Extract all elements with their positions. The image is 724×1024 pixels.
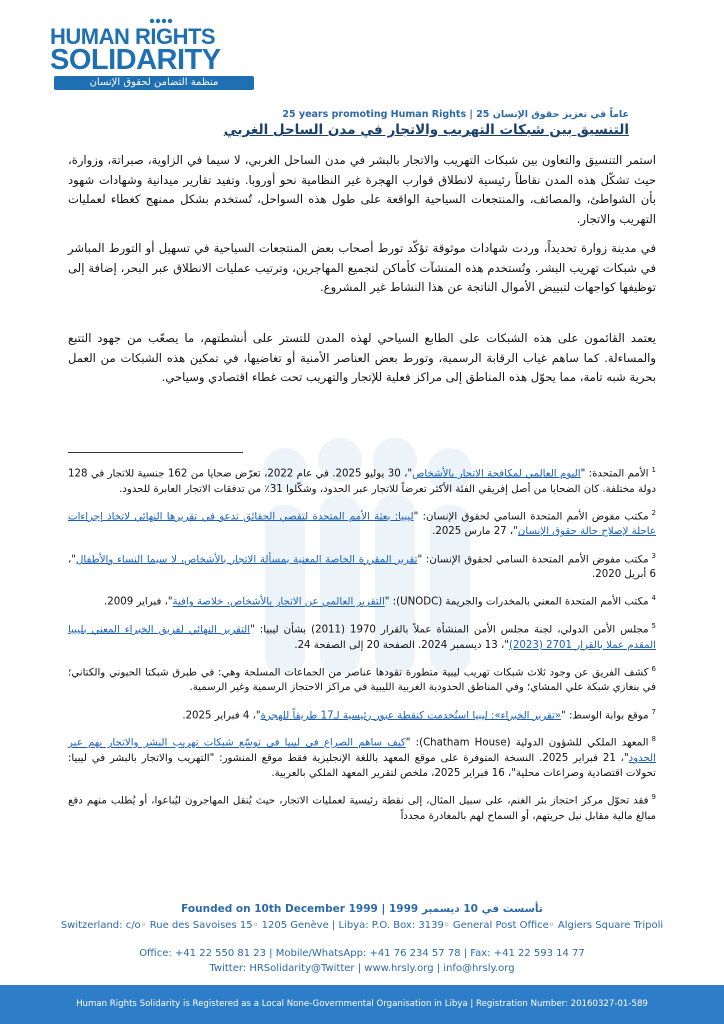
footnote-text: مكتب الأمم المتحدة المعني بالمخدرات والجريمة (UNODC): " bbox=[384, 596, 649, 608]
footnote-7 bbox=[68, 705, 656, 724]
footnote-number: 5 bbox=[651, 621, 656, 630]
footnote-link[interactable]: اليوم العالمي لمكافحة الاتجار بالأشخاص bbox=[412, 468, 581, 480]
logo-arabic-name: منظمة التضامن لحقوق الإنسان bbox=[54, 76, 254, 90]
footnote-3 bbox=[68, 549, 656, 583]
footnote-text: مكتب مفوض الأمم المتحدة السامي لحقوق الإنسان: " bbox=[413, 511, 649, 523]
logo-line-1: HUMAN RIGHTS bbox=[50, 24, 216, 49]
footnote-text: مكتب مفوض الأمم المتحدة السامي لحقوق الإنسان: " bbox=[417, 553, 649, 565]
footnote-text: مجلس الأمن الدولي، لجنة مجلس الأمن المنشأة عملاً بالقرار 1970 (2011) بشأن ليبيا: " bbox=[250, 624, 649, 636]
footnote-text-tail: "، 6 أبريل 2020. bbox=[68, 553, 656, 581]
footnote-link[interactable]: ليبيا: بعثة الأمم المتحدة لتقصي الحقائق تدعو في تقريرها النهائي لاتخاذ إجراءات عاجلة لإصلاح حالة حقوق الإنسان bbox=[68, 511, 656, 538]
paragraph-3: يعتمد القائمون على هذه الشبكات على الطابع السياحي لهذه المدن للتستر على أنشطتهم، ما يصعّب من جهود التتبع والمساءلة. كما ساهم غياب الرقابة الرسمية، وتورط بعض العناصر الأمنية أو تغاضيها، في تمكين هذه الشبكات من العمل بحرية شبه تامة، مما يحوّل هذه المناطق إلى مراكز فعلية للإتجار والتهريب تحت غطاء اقتصادي وسياحي. bbox=[68, 331, 656, 384]
founded-line: Founded on 10th December 1999 | تأسست في 10 ديسمبر 1999 bbox=[181, 903, 543, 915]
footnote-text-tail: "، 27 مارس 2025. bbox=[432, 526, 518, 538]
footnote-link[interactable]: كيف ساهم الصراع في ليبيا في توسّع شبكات تهريب البشر والاتجار بهم عبر الحدود bbox=[68, 737, 656, 764]
tagline: 25 years promoting Human Rights | 25 عاماً في تعزيز حقوق الإنسان bbox=[282, 109, 629, 120]
footnote-text: فقد تحوّل مركز احتجاز بئر الغنم، على سبيل المثال، إلى نقطة رئيسية لعمليات الاتجار، حيث يُنقل المهاجرون ليُباعوا، أو يُطلب منهم دفع مبالغ مالية مقابل نيل حريتهم، أو السماح لهم بالمغادرة مجدداً bbox=[68, 795, 656, 822]
footnote-9 bbox=[68, 790, 656, 824]
footnote-link[interactable]: تقرير المقررة الخاصة المعنية بمسألة الاتجار بالأشخاص، لا سيما النساء والأطفال bbox=[75, 553, 418, 565]
logo-line-2: SOLIDARITY bbox=[50, 44, 221, 76]
footnote-number: 4 bbox=[651, 594, 656, 603]
footnote-separator bbox=[68, 452, 243, 453]
footnote-1 bbox=[68, 463, 656, 497]
footnote-text-tail: "، 13 ديسمبر 2024. الصفحة 20 إلى الصفحة 24. bbox=[294, 639, 509, 651]
footnote-text-tail: "، 21 فبراير 2025. النسخة المتوفرة على موقع المعهد باللغة الإنجليزية فقط موقع المنشور: "التهريب والاتجار بالبشر في ليبيا: تحولات اقتصادية وصراعات محلية"، 16 فبراير 2025، ملخص لتقرير المعهد الملكي بالعربية. bbox=[68, 752, 656, 779]
footnote-number: 1 bbox=[651, 466, 656, 474]
organization-logo bbox=[50, 20, 260, 90]
footnote-number: 3 bbox=[651, 551, 656, 560]
footnote-6 bbox=[68, 662, 656, 696]
footnote-link[interactable]: «تقرير الخبراء»: ليبيا استُخدمت كنقطة عبور رئيسية لـ17 طريقاً للهجرة bbox=[260, 709, 562, 721]
footnote-text-tail: "، 30 يوليو 2025. في عام 2022، تعرّض ضحايا من 162 جنسية للاتجار في 128 دولة مختلفة. كان الضحايا من أصل إفريقي الفئة الأكثر تعرضاً للاتجار عبر الحدود، وشكّلوا 31٪ من تدفقات الاتجار العابرة للحدود. bbox=[68, 468, 656, 495]
footnote-4 bbox=[68, 591, 656, 610]
footnote-number: 7 bbox=[651, 707, 656, 716]
address-line: Switzerland: c/o◦ Rue des Savoises 15◦ 1205 Genève | Libya: P.O. Box: 3139◦ General Post Office◦ Algiers Square Tripoli bbox=[60, 920, 664, 931]
page-title: التنسيق بين شبكات التهريب والاتجار في مدن الساحل الغربي bbox=[223, 122, 629, 138]
online-contact-line: Twitter: HRSolidarity@Twitter | www.hrsly.org | info@hrsly.org bbox=[209, 963, 515, 974]
paragraph-1: استمر التنسيق والتعاون بين شبكات التهريب والاتجار بالبشر في مدن الساحل الغربي، لا سيما في الزاوية، صبراتة، وزوارة، حيث تشكّل هذه المدن نقاطاً رئيسية لانطلاق قوارب الهجرة غير النظامية نحو أوروبا. وتفيد تقارير ميدانية وشهادات شهود بأن الشواطئ، والمصائف، والمنتجعات السياحية الواقعة على طول هذه السواحل، تُستخدم بشكل ممنهج كغطاء لعمليات التهريب والاتجار. bbox=[68, 153, 656, 226]
footnote-number: 6 bbox=[651, 664, 656, 673]
footnote-text-tail: "، فبراير 2009. bbox=[104, 596, 173, 608]
footnote-text: كشف الفريق عن وجود ثلاث شبكات تهريب ليبية متطورة تقودها عناصر من الجماعات المسلحة وهي: في طبرق شبكتا الحبوني والكتاني؛ في بنغازي شبكة علي المشاي؛ وفي المناطق الحدودية الغربية الليبية في مراكز الاحتجاز الرسمية وغير الرسمية. bbox=[68, 667, 656, 694]
footnote-number: 8 bbox=[651, 735, 656, 744]
footnote-8 bbox=[68, 732, 656, 781]
phone-line: Office: +41 22 550 81 23 | Mobile/WhatsApp: +41 76 234 57 78 | Fax: +41 22 593 14 77 bbox=[139, 948, 585, 959]
footnote-number: 9 bbox=[651, 793, 656, 802]
registration-bar: Human Rights Solidarity is Registered as a Local None-Governmental Organisation in Libya | Registration Number: 20160327-01-589 bbox=[0, 985, 724, 1024]
footnote-link[interactable]: التقرير العالمي عن الاتجار بالأشخاص، خلاصة وافية bbox=[172, 596, 385, 608]
footnote-5 bbox=[68, 619, 656, 653]
footnote-link[interactable]: التقرير النهائي لفريق الخبراء المعني بليبيا المقدم عملا بالقرار 2701 (2023) bbox=[68, 624, 656, 651]
footnote-number: 2 bbox=[651, 508, 656, 517]
footnote-2 bbox=[68, 506, 656, 540]
footnote-text: المعهد الملكي للشؤون الدولية (Chatham House): " bbox=[405, 737, 649, 749]
footnote-text: الأمم المتحدة: " bbox=[580, 468, 649, 480]
footnote-text-tail: "، 4 فبراير 2025. bbox=[182, 709, 261, 721]
footnotes bbox=[68, 463, 656, 833]
footnote-text: موقع بوابة الوسط: " bbox=[561, 709, 649, 721]
paragraph-2: في مدينة زوارة تحديداً، وردت شهادات موثوقة تؤكّد تورط أصحاب بعض المنتجعات السياحية في تسهيل أو التورط المباشر في شبكات تهريب البشر. وتُستخدم هذه المنشآت كأماكن لتجميع المهاجرين، وترتيب عمليات الانطلاق عبر البحر، إضافة إلى توظيفها كواجهات لتبييض الأموال الناتجة عن هذا النشاط غير المشروع. bbox=[68, 241, 656, 294]
